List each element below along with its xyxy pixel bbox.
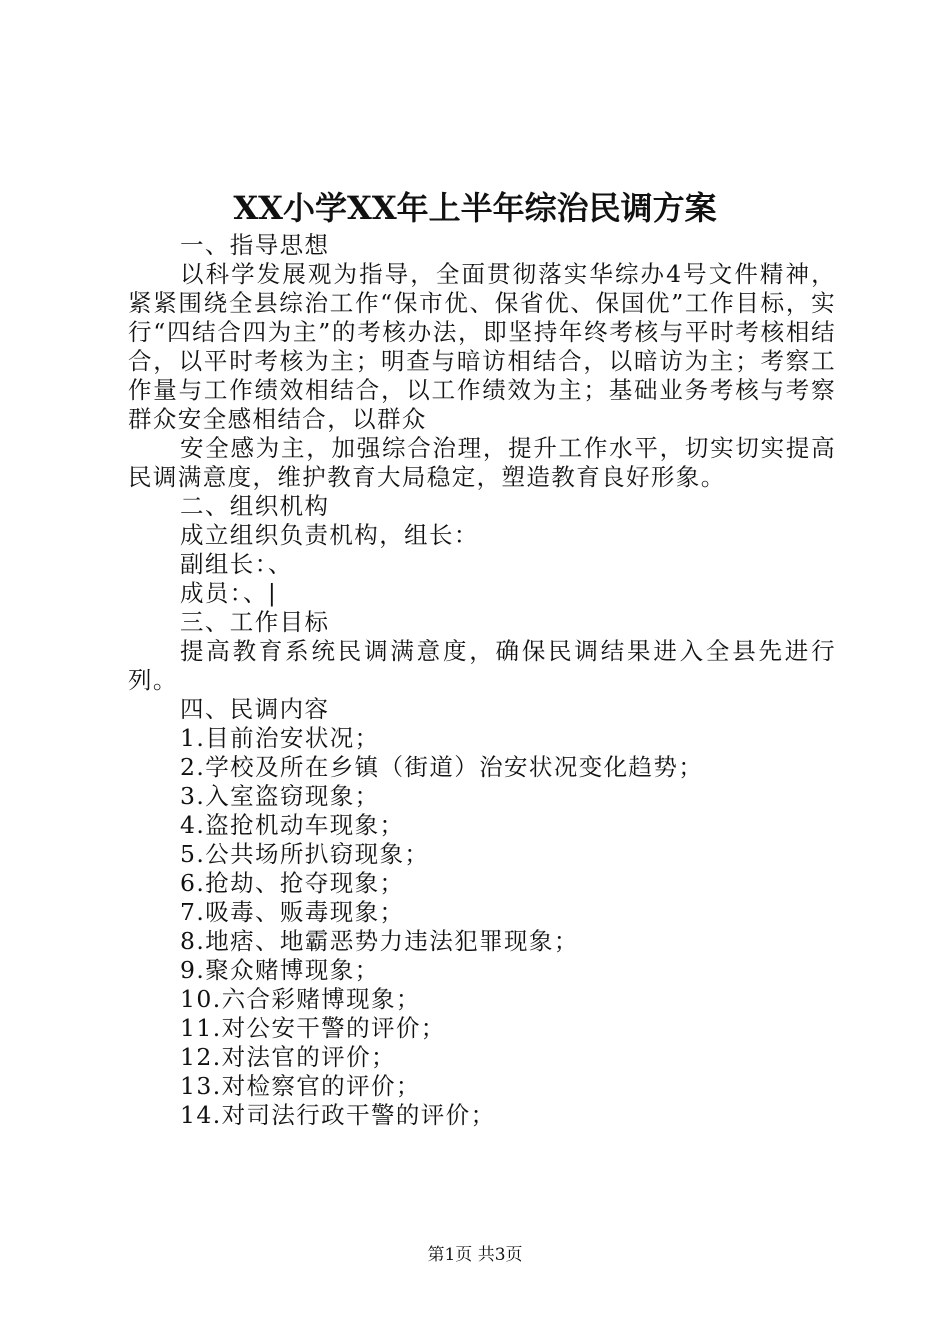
body-paragraph: 提高教育系统民调满意度，确保民调结果进入全县先进行列。: [128, 637, 836, 694]
list-item: 10.六合彩赌博现象；: [180, 985, 421, 1013]
list-item: 4.盗抢机动车现象；: [180, 811, 405, 839]
section-heading-survey-content: 四、民调内容: [180, 695, 330, 723]
list-item: 3.入室盗窃现象；: [180, 782, 380, 810]
list-item: 6.抢劫、抢夺现象；: [180, 869, 405, 897]
list-item: 5.公共场所扒窃现象；: [180, 840, 430, 868]
section-heading-work-goals: 三、工作目标: [180, 608, 330, 636]
section-heading-organization: 二、组织机构: [180, 492, 330, 520]
document-body: [128, 231, 836, 1130]
list-item: 11.对公安干警的评价；: [180, 1014, 446, 1042]
list-item: 13.对检察官的评价；: [180, 1072, 421, 1100]
list-item: 8.地痞、地霸恶势力违法犯罪现象；: [180, 927, 579, 955]
body-paragraph: 以科学发展观为指导，全面贯彻落实华综办4号文件精神，紧紧围绕全县综治工作“保市优、保省优、保国优”工作目标，实行“四结合四为主”的考核办法，即坚持年终考核与平时考核相结合，以平时考核为主；明查与暗访相结合，以暗访为主；考察工作量与工作绩效相结合，以工作绩效为主；基础业务考核与考察群众安全感相结合，以群众: [128, 260, 836, 433]
list-item: 14.对司法行政干警的评价；: [180, 1101, 496, 1129]
body-paragraph: 安全感为主，加强综合治理，提升工作水平，切实切实提高民调满意度，维护教育大局稳定，塑造教育良好形象。: [128, 434, 836, 491]
body-line-leader: 成立组织负责机构，组长：: [180, 521, 479, 549]
list-item: 2.学校及所在乡镇（街道）治安状况变化趋势；: [180, 753, 704, 781]
body-line-members: 成员：、|: [180, 579, 278, 607]
document-title: XX小学XX年上半年综治民调方案: [233, 189, 717, 227]
body-line-deputy-leader: 副组长：、: [180, 550, 293, 578]
list-item: 7.吸毒、贩毒现象；: [180, 898, 405, 926]
page-number-footer: 第1页 共3页: [427, 1245, 523, 1265]
list-item: 1.目前治安状况；: [180, 724, 380, 752]
list-item: 9.聚众赌博现象；: [180, 956, 380, 984]
list-item: 12.对法官的评价；: [180, 1043, 396, 1071]
section-heading-guiding-ideology: 一、指导思想: [180, 231, 330, 259]
